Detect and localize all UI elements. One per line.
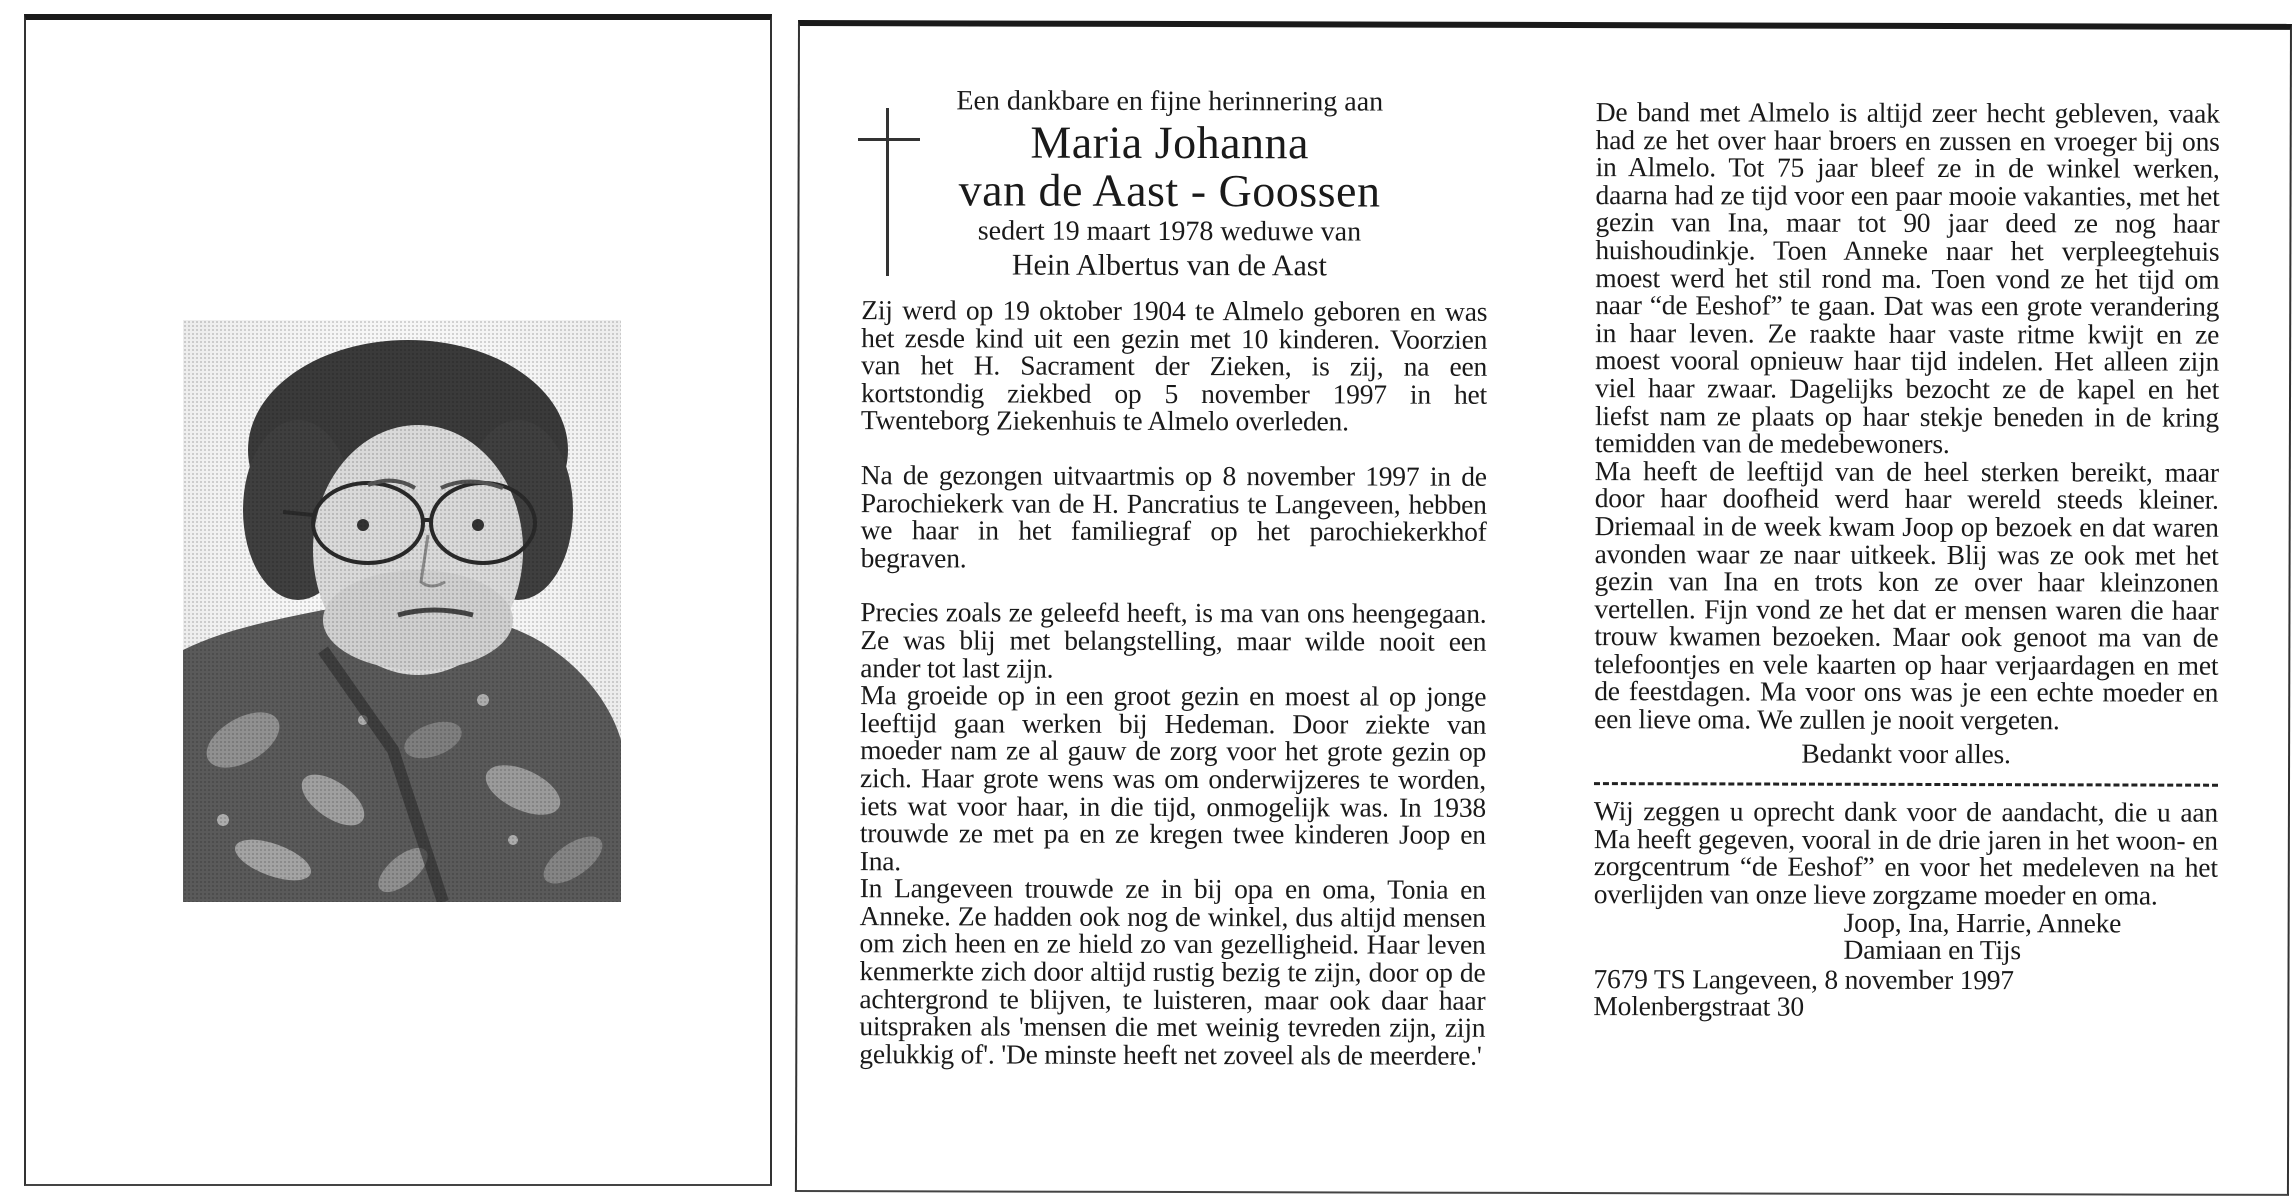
widow-line: sedert 19 maart 1978 weduwe van (977, 215, 1362, 248)
thanks-title: Bedankt voor alles. (1801, 737, 2011, 769)
paragraph-birth-death: Zij werd op 19 oktober 1904 te Almelo geboren en was het zesde kind uit een gezin met 10 kinderen. Voorzien van het H. Sacrament der Zieken, is zij, na een kortstondig ziekbed op 5 november 1997 in het Twenteborg Ziekenhuis te Almelo overleden. (860, 294, 1488, 437)
left-text-column (859, 296, 1487, 1069)
paragraph-youth: Ma groeide op in een groot gezin en moest al op jonge leeftijd gaan werken bij Hedeman. Door ziekte van moeder nam ze al gauw de zorg voor het grote gezin op zich. Haar grote wens was om onderwijzeres te worden, iets wat voor haar, in die tijd, onmogelijk was. In 1938 trouwde ze met pa en ze kregen twee kinderen Joop en Ina. (859, 679, 1487, 876)
card-inside (795, 20, 2292, 1196)
paragraph-almelo: De band met Almelo is altijd zeer hecht gebleven, vaak had ze het over haar broers en zussen en vroeger bij ons in Almelo. Tot 75 jaar bleef ze in de winkel werken, daarna had ze tijd voor een paar mooie vakanties, met het gezin van Ina, maar tot 90 jaar deed ze nog haar huishoudinkje. Toen Anneke naar het verpleegtehuis moest werd het stil rond ma. Toen vond ze het tijd om naar “de Eeshof” te gaan. Dat was een grote verandering in haar leven. Ze raakte haar vaste ritme kwijt en ze moest vooral opnieuw haar tijd indelen. Het alleen zijn viel haar zwaar. Dagelijks bezocht ze de kapel en het liefst nam ze plaats op haar stekje beneden in de kring temidden van de medebewoners. (1594, 96, 2220, 460)
dash-dot-separator (1594, 768, 2218, 787)
paragraph-langeveen: In Langeveen trouwde ze in bij opa en oma, Tonia en Anneke. Ze hadden ook nog de winkel, dus altijd mensen om zich heen en ze hield zo van gezelligheid. Haar leven kenmerkte zich door altijd rustig bezig te zijn, door op de achtergrond te blijven, te luisteren, maar ook daar haar uitspraken als 'mensen die met weinig tevreden zijn, zijn gelukkig of'. 'De minste heeft net zoveel als de meerdere.' (859, 872, 1486, 1071)
paragraph-later-life: Ma heeft de leeftijd van de heel sterken bereikt, maar door haar doofheid werd haar wereld steeds kleiner. Driemaal in de week kwam Joop op bezoek en dat waren avonden waar ze naar uitkeek. Blij was ze ook met het gezin van Ina en trots kon ze over haar kleinzonen vertellen. Fijn vond ze het dat er mensen waren die haar trouw kwamen bezoeken. Maar ook genoot ma van de telefoontjes en vele kaarten op haar verjaardagen en met de feestdagen. Ma voor ons was je een echte moeder en een lieve oma. We zullen je nooit vergeten. (1594, 454, 2219, 736)
signature-line-1: Joop, Ina, Harrie, Anneke (1843, 906, 2122, 939)
place-date: 7679 TS Langeveen, 8 november 1997 (1593, 962, 2014, 995)
signature-line-2: Damiaan en Tijs (1843, 933, 2021, 966)
halftone-overlay (183, 320, 621, 902)
street-address: Molenbergstraat 30 (1593, 990, 1804, 1023)
husband-name: Hein Albertus van de Aast (1011, 248, 1327, 283)
deceased-name-first: Maria Johanna (1030, 116, 1310, 169)
portrait-image (183, 320, 621, 902)
right-text-column (1593, 98, 2219, 1022)
deceased-name-last: van de Aast - Goossen (958, 164, 1381, 217)
paragraph-character: Precies zoals ze geleefd heeft, is ma van ons heengegaan. Ze was blij met belangstelling, maar wilde nooit een ander tot last zijn. (860, 596, 1487, 684)
portrait-photo (183, 320, 621, 902)
cross-icon (858, 108, 920, 276)
card-front (24, 14, 772, 1186)
paragraph-funeral: Na de gezongen uitvaartmis op 8 november 1997 in de Parochiekerk van de H. Pancratius te Langeveen, hebben we haar in het familiegraf op het parochiekerkhof begraven. (860, 459, 1487, 574)
acknowledgement-text: Wij zeggen u oprecht dank voor de aandacht, die u aan Ma heeft gegeven, vooral in de drie jaren in het woon- en zorgcentrum “de Eeshof” en voor het medeleven na het overlijden van onze lieve zorgzame moeder en oma. (1593, 795, 2218, 911)
intro-line: Een dankbare en fijne herinnering aan (956, 85, 1384, 118)
